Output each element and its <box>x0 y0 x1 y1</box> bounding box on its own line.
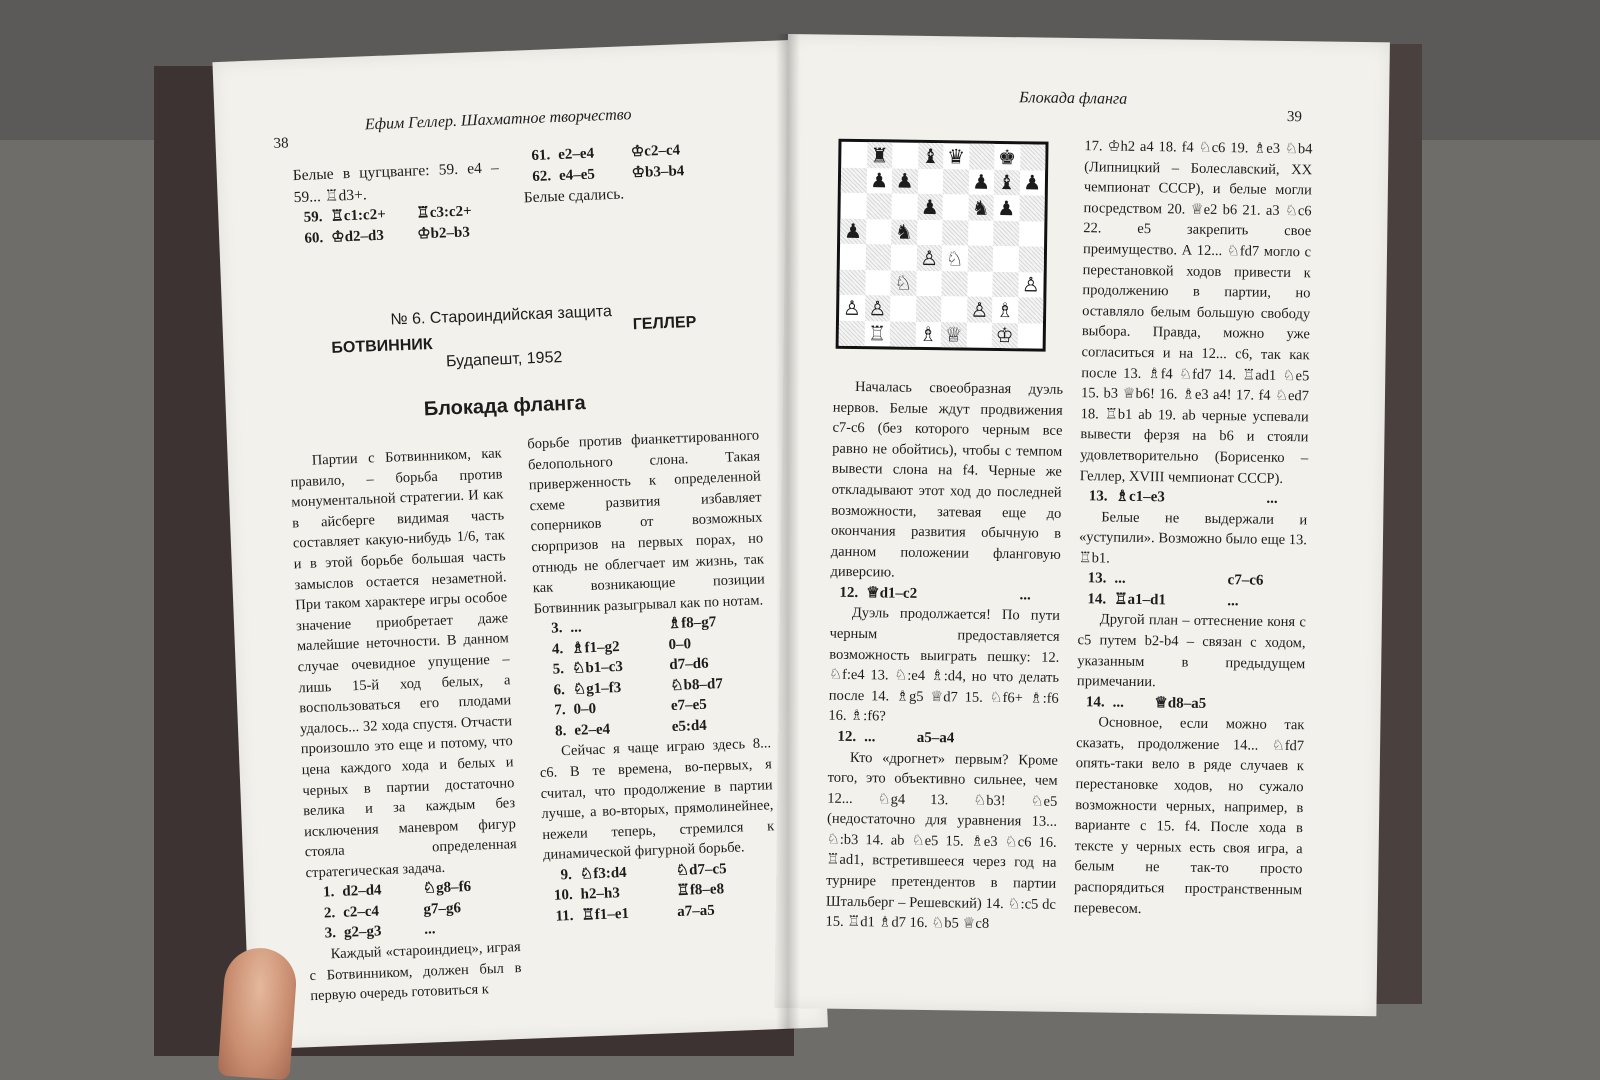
chess-piece-square: ♟ <box>917 194 943 220</box>
chess-square <box>1017 297 1043 323</box>
paragraph: Кто «дрогнет» первым? Кроме того, это объективно сильнее, чем 12... ♘g4 13. ♘b3! ♘e5 (недостаточно для уравнения 13... ♘:b3 14. ab ♘e5 15. ♗e3 ♘c6 16. ♖ad1, встретившееся через год на турнире претендентов в партии Штальберг – Решевский) 14. ♘:c5 dc 15. ♖d1 ♗d7 16. ♘b5 ♕c8 <box>825 749 1058 933</box>
move-row: 10. h2–h3 ♖f8–e8 <box>553 881 725 905</box>
move-row: 14. ... ♕d8–a5 <box>1085 693 1207 712</box>
chess-square <box>992 271 1018 297</box>
column-3 <box>825 377 1063 936</box>
chess-square <box>890 321 916 347</box>
chess-piece-square: ♖ <box>867 321 887 346</box>
chess-square <box>916 296 942 322</box>
chess-piece-square: ♟ <box>870 168 889 193</box>
chess-square <box>865 270 891 296</box>
move-row: 5. ♘b1–c3 d7–d6 <box>552 655 709 678</box>
move-row: 14. ♖a1–d1 ... <box>1087 591 1239 610</box>
chess-square <box>966 322 992 348</box>
left-page <box>212 40 828 1049</box>
chess-piece-square: ♟ <box>997 195 1016 220</box>
paragraph: Другой план – оттеснение коня с с5 путем b2-b4 – связан с ходом, указанным в предыдущем примечании. <box>1076 611 1306 691</box>
chess-piece-square: ♟ <box>892 168 918 194</box>
move-row: 13. ♗c1–e3 ... <box>1088 488 1278 507</box>
top-right-block <box>522 138 734 209</box>
move-row: 13. ... c7–c6 <box>1087 570 1264 590</box>
chess-square <box>865 244 891 270</box>
paragraph: Началась своеобразная дуэль нервов. Белые ждут продвижения с7-с6 (без которого черным все равно не обойтись), чтобы с темпом вывести слона на f4. Черные же откладывают этот ход до последней возможности, затевая еще до окончания развития обычную в данном положении фланговую диверсию. <box>830 378 1064 581</box>
chess-square <box>916 270 942 296</box>
chess-square <box>1020 144 1046 170</box>
chess-square <box>1018 246 1044 272</box>
chess-piece-square: ♞ <box>968 195 994 221</box>
black-player: ГЕЛЛЕР <box>632 313 697 334</box>
move-row: 61. e2–e4 ♔c2–c4 <box>531 142 681 165</box>
article-title: Блокада фланга <box>423 392 587 421</box>
chess-piece-square: ♞ <box>891 219 917 245</box>
move-row: 6. ♘g1–f3 ♘b8–d7 <box>553 675 724 699</box>
chess-square <box>866 193 892 219</box>
move-row: 59. ♖c1:c2+ ♖c3:c2+ <box>303 203 472 226</box>
chess-square <box>941 296 967 322</box>
move-row: 4. ♗f1–g2 0–0 <box>551 636 692 658</box>
move-row: 7. 0–0 e7–e5 <box>554 697 708 719</box>
zugzwang-note: Белые в цугцванге: 59. е4 – 59... ♖d3+. <box>292 159 500 206</box>
chess-square <box>891 193 917 219</box>
chess-piece-square: ♛ <box>946 143 966 169</box>
chess-piece-square: ♝ <box>994 169 1020 195</box>
chess-piece-square: ♘ <box>890 270 916 296</box>
paragraph: 17. ♔h2 a4 18. f4 ♘c6 19. ♗e3 ♘b4 (Липницкий – Болеславский, XX чемпионат СССР), и белые могли посредством 20. ♕e2 b6 21. a3 ♘c6 22. e5 закрепить свое преимущество. А 12... ♘fd7 могло с перестановкой ходов привести к продолжению в партии, но оставляло белым большую свободу выбора. Правда, можно уже согласиться и на 12... с6, так как после 13. ♗f4 ♘fd7 14. ♖ad1 ♘e5 15. b3 ♕b6! 16. ♗e3 a4! 17. f4 ♘ed7 18. ♖b1 ab 19. ab черные успевали вывести ферзя на b6 и стояли удовлетворительно (Борисенко – Геллер, XVIII чемпионат СССР). <box>1079 138 1313 487</box>
chess-square <box>1017 323 1043 349</box>
move-row: 2. c2–c4 g7–g6 <box>323 900 462 922</box>
move-row: 60. ♔d2–d3 ♔b2–b3 <box>304 223 471 247</box>
chess-square <box>967 246 993 272</box>
moves-table-col4b <box>1078 568 1307 612</box>
thumb <box>218 946 299 1080</box>
game-title: № 6. Староиндийская защита <box>390 303 613 329</box>
chess-square <box>1019 221 1045 247</box>
move-row: 12. ... a5–a4 <box>837 728 955 747</box>
chess-square <box>917 219 943 245</box>
chess-square <box>993 220 1019 246</box>
chess-piece-square: ♙ <box>1021 272 1040 297</box>
page-number-left: 38 <box>273 135 289 152</box>
paragraph: Партии с Ботвинником, как правило, – борьба против монументальной стратегии. И как в айсберге видимая часть составляет какую-нибудь 1/6, так и в этой борьбе большая часть замыслов остается незаметной. При таком характере игры особое значение приобретает даже малейшие неточности. В данном случае очевидное упущение – лишь 15-й ход белых, а воспользоваться его плодами удалось... 32 хода спустя. Отчасти произошло это еще и потому, что цена каждого хода и белых и черных в партии достаточно велика и за каждым без исключения маневром фигур стояла определенная стратегическая задача. <box>290 445 517 882</box>
moves-table-col2b <box>544 857 778 927</box>
chess-square <box>917 168 943 194</box>
running-head-right: Блокада фланга <box>1019 89 1128 108</box>
moves-table-top-left <box>294 200 501 249</box>
chess-square <box>840 244 866 270</box>
move-row: 3. ... ♗f8–g7 <box>550 614 717 637</box>
chess-square <box>968 220 994 246</box>
game-result: Белые сдались. <box>523 185 625 207</box>
paragraph: Каждый «староиндиец», играя с Ботвинником, должен был в первую очередь готовиться к <box>309 938 522 1005</box>
move-row: 1. d2–d4 ♘g8–f6 <box>322 879 472 902</box>
right-page <box>774 34 1390 1016</box>
chess-piece-square: ♙ <box>865 295 891 321</box>
chess-square <box>839 320 865 346</box>
chess-square <box>943 169 969 195</box>
paragraph: борьбе против фианкеттированного белопольного слона. Такая приверженность к определенной схеме развития избавляет соперников от возможных сюрпризов на первых порах, но отнюдь не облегчает им жизнь, так как возникающие позиции Ботвинник разыгрывал как по нотам. <box>527 427 765 618</box>
chess-square <box>942 220 968 246</box>
move-row: 12. ♕d1–c2 ... <box>839 584 1031 604</box>
chess-square <box>840 193 866 219</box>
paragraph: Сейчас я чаще играю здесь 8... с6. В те времена, во-первых, я считал, что продолжение в партии лучше, а во-вторых, прямолинейнее, нежели теперь, стремился к динамической фигурной борьбе. <box>539 735 775 864</box>
chess-diagram <box>836 139 1049 352</box>
move-row: 62. e4–e5 ♔b3–b4 <box>531 162 685 185</box>
chess-square <box>892 142 918 168</box>
paragraph: Основное, если можно так сказать, продолжение 14... ♘fd7 опять-таки вело в ряде случаев к перестановке ходов, но сужало возможности черных, например, в варианте с 15. f4. После хода в тексте у черных есть своя игра, а белым не так-то просто распорядиться пространственным перевесом. <box>1073 714 1305 917</box>
venue: Будапешт, 1952 <box>445 348 563 371</box>
chess-piece-square: ♗ <box>918 322 938 347</box>
chess-piece-square: ♕ <box>941 322 967 348</box>
chess-piece-square: ♟ <box>972 169 991 195</box>
page-number-right: 39 <box>1286 108 1303 126</box>
chess-piece-square: ♗ <box>995 297 1015 322</box>
chess-piece-square: ♙ <box>966 297 992 323</box>
column-2 <box>527 425 778 927</box>
chess-piece-square: ♘ <box>945 245 964 271</box>
chess-piece-square: ♙ <box>916 245 942 271</box>
chess-piece-square: ♜ <box>867 142 893 168</box>
chess-square <box>841 167 867 193</box>
white-player: БОТВИННИК <box>331 335 433 357</box>
chess-square <box>941 271 967 297</box>
chess-piece-square: ♟ <box>840 218 866 244</box>
book-gutter <box>776 34 800 1030</box>
column-1 <box>289 443 522 1006</box>
chess-piece-square: ♔ <box>992 322 1018 348</box>
chess-square <box>890 295 916 321</box>
chess-square <box>866 219 892 245</box>
move-row: 11. ♖f1–e1 a7–a5 <box>555 902 716 925</box>
chess-square <box>839 269 865 295</box>
chess-square <box>891 244 917 270</box>
top-left-block <box>292 157 501 249</box>
chess-square <box>993 246 1019 272</box>
chess-square <box>969 144 995 170</box>
paragraph: Дуэль продолжается! По пути черным предоставляется возможность выиграть пешку: 12. ♘f:e4 13. ♘:e4 ♗:d4, но что делать после 14. ♗g5 ♕d7 15. ♘f6+ ♗:f6 16. ♗:f6? <box>828 605 1061 725</box>
chess-piece-square: ♟ <box>1023 170 1042 195</box>
moves-table-col1 <box>306 876 520 946</box>
move-row: 9. ♘f3:d4 ♘d7–c5 <box>560 860 727 884</box>
chess-piece-square: ♚ <box>997 144 1017 169</box>
running-head-left: Ефим Геллер. Шахматное творчество <box>364 106 632 134</box>
moves-table-col2a <box>534 611 771 743</box>
move-row: 3. g2–g3 ... <box>324 921 436 942</box>
chess-square <box>967 271 993 297</box>
chess-square <box>942 194 968 220</box>
chess-piece-square: ♝ <box>918 143 944 169</box>
chess-square <box>1019 195 1045 221</box>
column-4 <box>1074 136 1313 921</box>
chess-square <box>841 142 867 168</box>
paragraph: Белые не выдержали и «уступили». Возможно было еще 13. ♖b1. <box>1078 509 1308 567</box>
chess-piece-square: ♙ <box>842 295 862 320</box>
move-row: 8. e2–e4 e5:d4 <box>554 717 708 740</box>
